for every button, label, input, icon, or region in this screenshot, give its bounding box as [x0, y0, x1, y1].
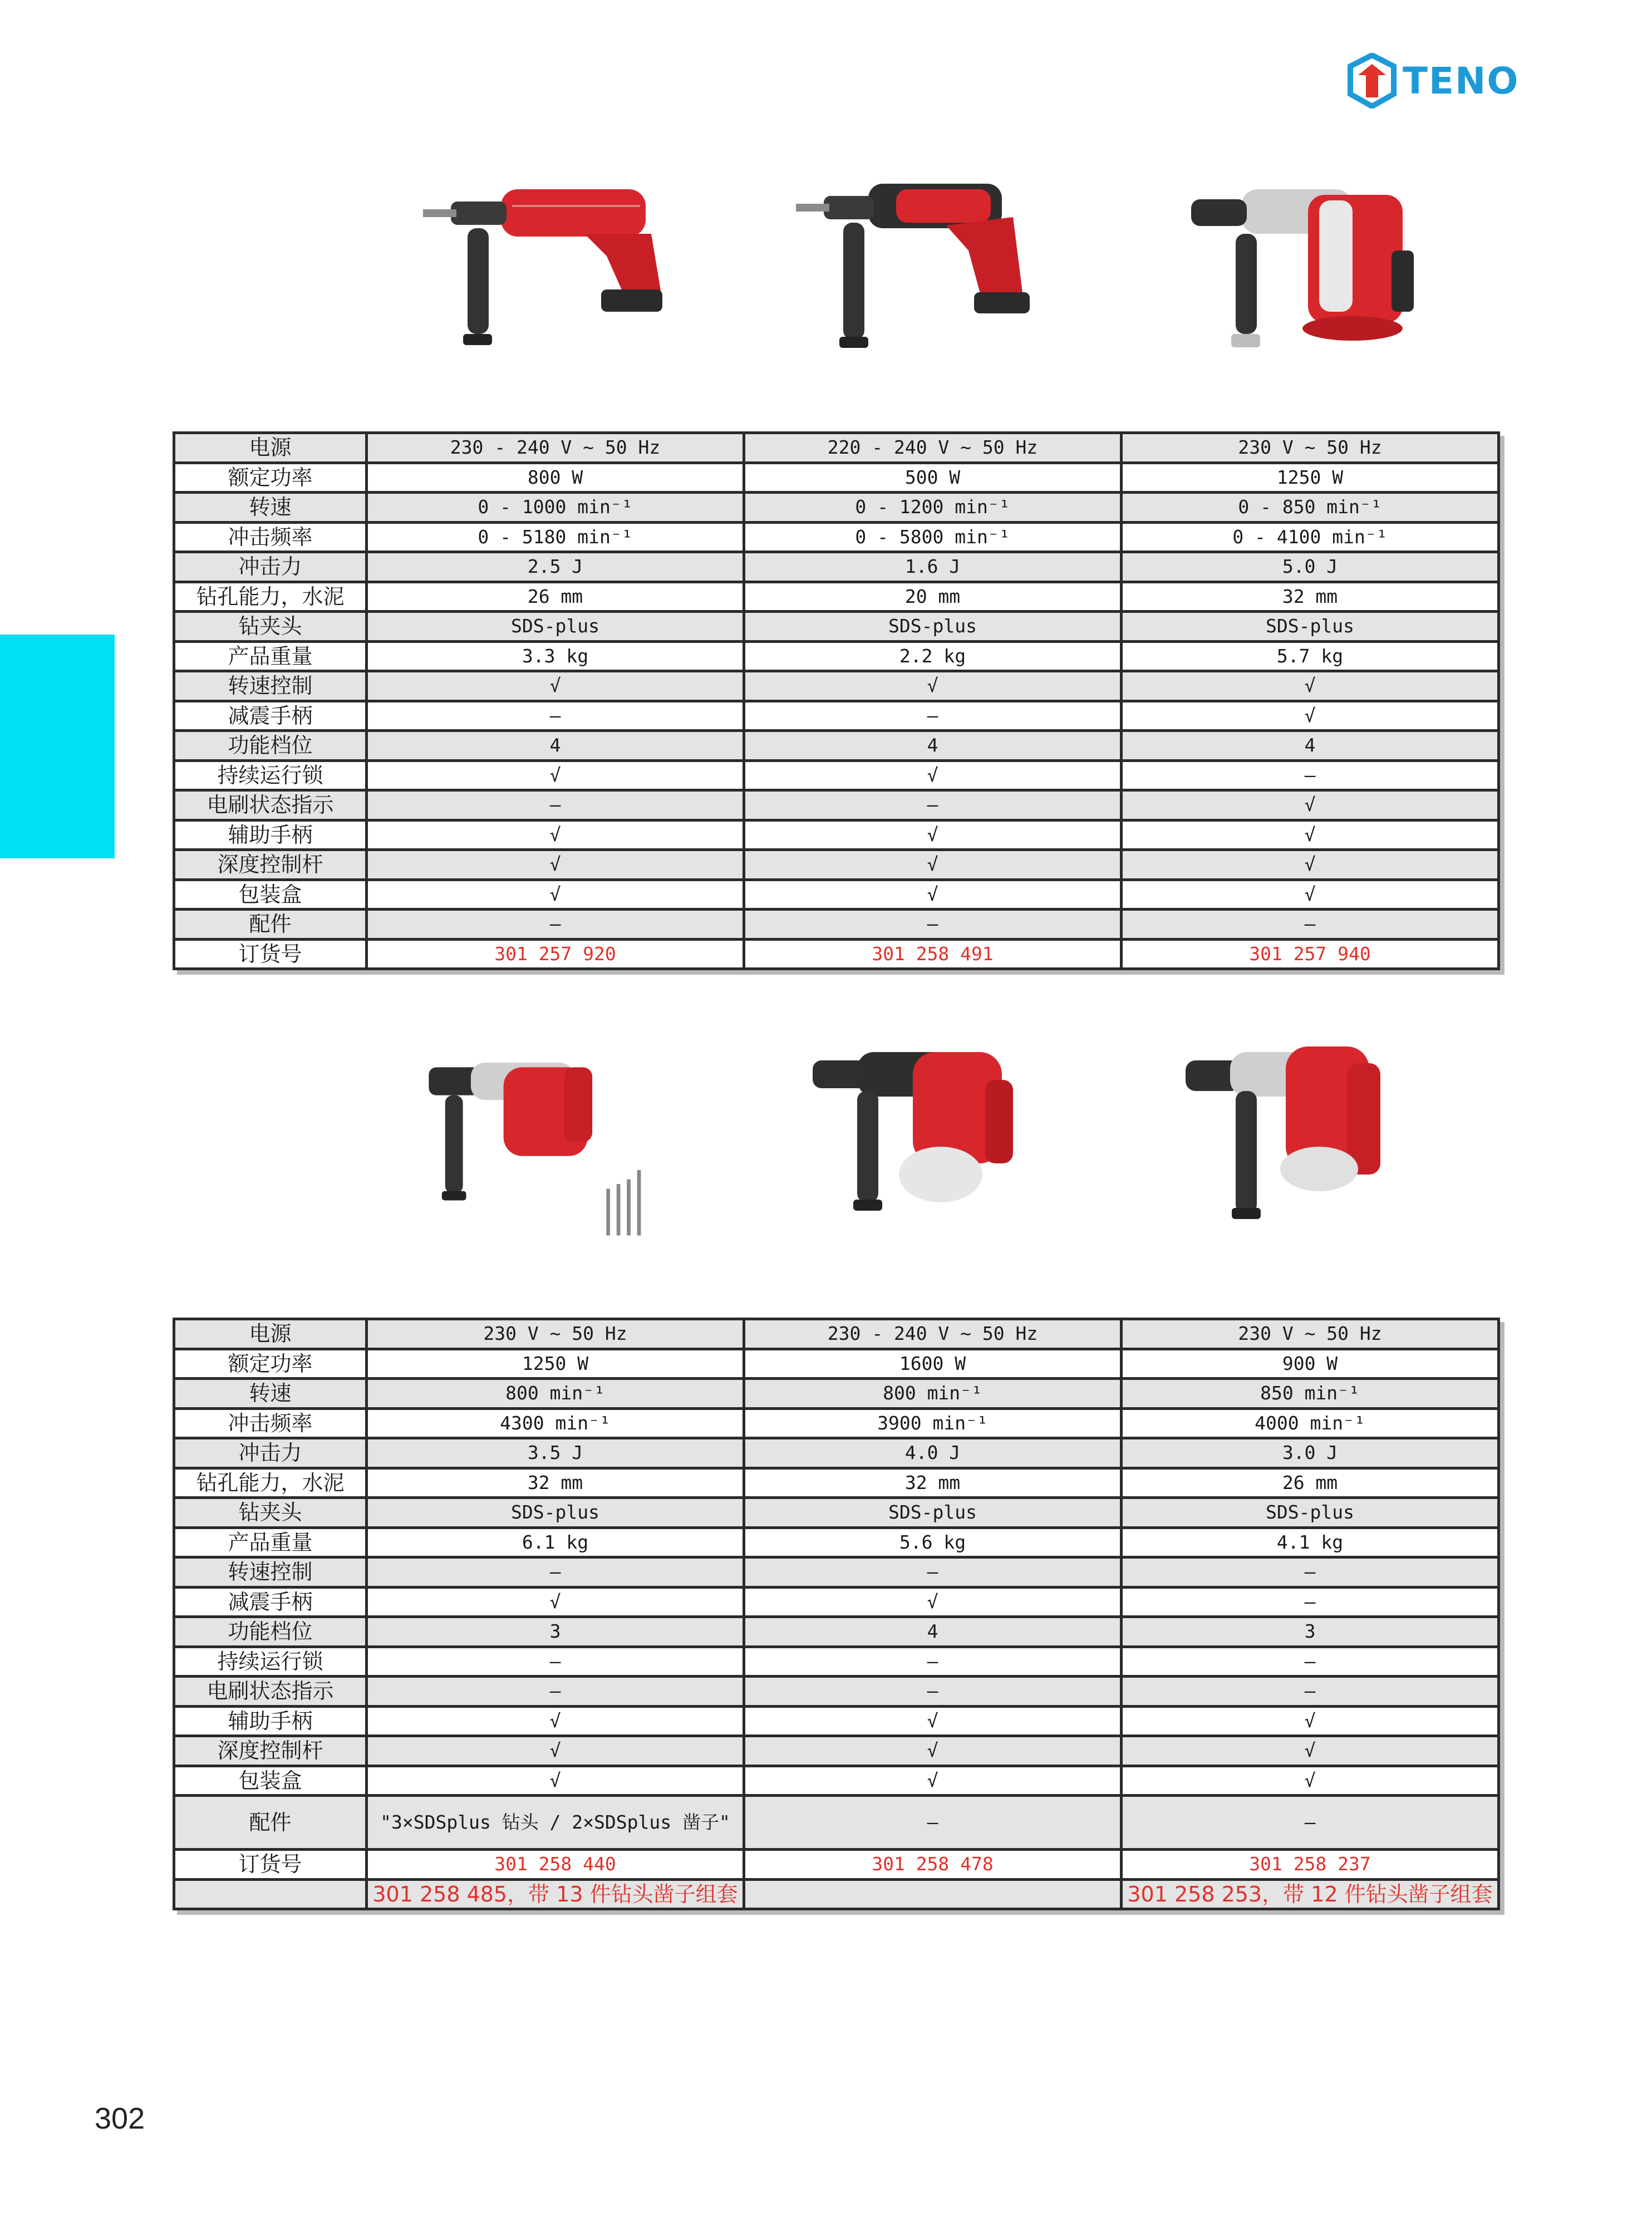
- row-label: 电源: [174, 433, 367, 463]
- row-label: 辅助手柄: [174, 1706, 367, 1736]
- table-row: [174, 1647, 1499, 1677]
- spec-cell: √: [744, 1706, 1122, 1736]
- spec-cell: —: [744, 1796, 1122, 1850]
- spec-cell: 3900 min⁻¹: [744, 1408, 1122, 1438]
- spec-cell: 4: [1122, 731, 1499, 761]
- page-number: 302: [95, 2102, 145, 2135]
- table-row: [174, 1677, 1499, 1707]
- section-tab: [0, 635, 115, 858]
- table-row: [174, 641, 1499, 671]
- rotary-hammer-drill-image: [802, 1030, 1063, 1264]
- spec-cell: —: [744, 1647, 1122, 1677]
- spec-cell: 1.6 J: [744, 552, 1122, 582]
- spec-cell: SDS-plus: [744, 612, 1122, 642]
- spec-cell: 2.2 kg: [744, 641, 1122, 671]
- spec-cell: SDS-plus: [367, 612, 744, 642]
- spec-cell: 1600 W: [744, 1349, 1122, 1379]
- row-label: 额定功率: [174, 463, 367, 493]
- table-row: [174, 671, 1499, 701]
- spec-cell: 0 - 1200 min⁻¹: [744, 493, 1122, 523]
- row-label: 配件: [174, 910, 367, 940]
- order-number: 301 258 478: [744, 1850, 1122, 1880]
- spec-cell: —: [367, 910, 744, 940]
- spec-cell: 230 - 240 V ~ 50 Hz: [744, 1319, 1122, 1349]
- spec-table-2: [173, 1318, 1500, 1910]
- spec-cell: SDS-plus: [1122, 1498, 1499, 1528]
- row-label: 持续运行锁: [174, 1647, 367, 1677]
- spec-cell: 4: [744, 731, 1122, 761]
- table-row: [174, 1879, 1499, 1909]
- spec-cell: —: [1122, 1647, 1499, 1677]
- row-label: 辅助手柄: [174, 820, 367, 850]
- table-row: [174, 1706, 1499, 1736]
- row-label: 电刷状态指示: [174, 1677, 367, 1707]
- table-row: [174, 850, 1499, 880]
- spec-cell: —: [744, 1557, 1122, 1588]
- row-label: 电源: [174, 1319, 367, 1349]
- spec-cell: 3: [1122, 1617, 1499, 1647]
- spec-cell: √: [744, 671, 1122, 701]
- spec-cell: √: [744, 1766, 1122, 1796]
- row-label: 电刷状态指示: [174, 790, 367, 820]
- spec-cell: √: [1122, 879, 1499, 910]
- spec-cell: 6.1 kg: [367, 1527, 744, 1557]
- spec-cell: SDS-plus: [744, 1498, 1122, 1528]
- spec-cell: 5.6 kg: [744, 1527, 1122, 1557]
- spec-cell: 800 W: [367, 463, 744, 493]
- spec-cell: —: [1122, 1587, 1499, 1617]
- spec-cell: 5.7 kg: [1122, 641, 1499, 671]
- table-row: [174, 1468, 1499, 1498]
- spec-cell: —: [1122, 1796, 1499, 1850]
- table-row: [174, 463, 1499, 493]
- spec-cell: √: [367, 671, 744, 701]
- spec-cell: 900 W: [1122, 1349, 1499, 1379]
- row-label: 转速: [174, 493, 367, 523]
- table-row: [174, 1796, 1499, 1850]
- rotary-hammer-drill-image: [790, 167, 1052, 401]
- spec-cell: √: [367, 879, 744, 910]
- table-row: [174, 1498, 1499, 1528]
- table-row: [174, 1617, 1499, 1647]
- spec-cell: √: [744, 1736, 1122, 1766]
- table-row: [174, 1766, 1499, 1796]
- spec-cell: 0 - 4100 min⁻¹: [1122, 522, 1499, 552]
- row-label: 订货号: [174, 1850, 367, 1880]
- spec-cell: —: [1122, 760, 1499, 790]
- order-number-set: [744, 1879, 1122, 1909]
- spec-cell: 230 V ~ 50 Hz: [367, 1319, 744, 1349]
- table-row: [174, 731, 1499, 761]
- spec-cell: "3×SDSplus 钻头 / 2×SDSplus 凿子": [367, 1796, 744, 1850]
- row-label: 减震手柄: [174, 1587, 367, 1617]
- spec-cell: 800 min⁻¹: [367, 1379, 744, 1409]
- spec-cell: √: [744, 1587, 1122, 1617]
- table-row: [174, 1557, 1499, 1588]
- order-number: 301 257 920: [367, 939, 744, 969]
- teno-logo-icon: [1347, 53, 1397, 109]
- table-row: [174, 1850, 1499, 1880]
- row-label: 持续运行锁: [174, 760, 367, 790]
- spec-cell: 4000 min⁻¹: [1122, 1408, 1499, 1438]
- row-label: 包装盒: [174, 879, 367, 910]
- table-row: [174, 582, 1499, 612]
- row-label: 产品重量: [174, 1527, 367, 1557]
- spec-cell: —: [744, 910, 1122, 940]
- spec-cell: √: [1122, 701, 1499, 731]
- spec-cell: √: [744, 760, 1122, 790]
- row-label: 减震手柄: [174, 701, 367, 731]
- spec-table-1-body: [174, 433, 1499, 969]
- spec-cell: —: [1122, 1677, 1499, 1707]
- table-row: [174, 910, 1499, 940]
- row-label: 订货号: [174, 939, 367, 969]
- spec-cell: SDS-plus: [1122, 612, 1499, 642]
- table-row: [174, 820, 1499, 850]
- table-row: [174, 1408, 1499, 1438]
- table-row: [174, 522, 1499, 552]
- spec-cell: —: [367, 790, 744, 820]
- spec-cell: √: [367, 820, 744, 850]
- spec-cell: √: [1122, 820, 1499, 850]
- order-number-set: 301 258 253，带 12 件钻头凿子组套: [1122, 1879, 1499, 1909]
- table-row: [174, 701, 1499, 731]
- row-label: 冲击力: [174, 552, 367, 582]
- row-label: 深度控制杆: [174, 850, 367, 880]
- row-label: 转速控制: [174, 1557, 367, 1588]
- spec-cell: √: [367, 1706, 744, 1736]
- spec-cell: 3.3 kg: [367, 641, 744, 671]
- spec-cell: 32 mm: [1122, 582, 1499, 612]
- rotary-hammer-drill-image: [1174, 1030, 1436, 1264]
- spec-cell: 500 W: [744, 463, 1122, 493]
- spec-cell: 4300 min⁻¹: [367, 1408, 744, 1438]
- row-label: 产品重量: [174, 641, 367, 671]
- spec-cell: —: [1122, 1557, 1499, 1588]
- spec-cell: 3.5 J: [367, 1438, 744, 1468]
- table-row: [174, 790, 1499, 820]
- spec-cell: 850 min⁻¹: [1122, 1379, 1499, 1409]
- spec-cell: —: [744, 1677, 1122, 1707]
- table-row: [174, 760, 1499, 790]
- row-label: 转速: [174, 1379, 367, 1409]
- table-row: [174, 1379, 1499, 1409]
- table-row: [174, 1587, 1499, 1617]
- spec-cell: √: [367, 760, 744, 790]
- table-row: [174, 939, 1499, 969]
- rotary-hammer-drill-image: [417, 167, 679, 401]
- row-label: 功能档位: [174, 1617, 367, 1647]
- row-label: 包装盒: [174, 1766, 367, 1796]
- spec-cell: 4.1 kg: [1122, 1527, 1499, 1557]
- table-row: [174, 493, 1499, 523]
- row-label: 钻夹头: [174, 612, 367, 642]
- spec-cell: 230 V ~ 50 Hz: [1122, 433, 1499, 463]
- table-row: [174, 879, 1499, 910]
- row-label: 深度控制杆: [174, 1736, 367, 1766]
- spec-cell: √: [367, 1587, 744, 1617]
- row-label: [174, 1879, 367, 1909]
- spec-cell: —: [367, 1677, 744, 1707]
- spec-cell: 0 - 5800 min⁻¹: [744, 522, 1122, 552]
- spec-cell: —: [744, 790, 1122, 820]
- spec-cell: 1250 W: [367, 1349, 744, 1379]
- table-row: [174, 1319, 1499, 1349]
- spec-cell: 0 - 5180 min⁻¹: [367, 522, 744, 552]
- spec-table-2-body: [174, 1319, 1499, 1909]
- spec-cell: 2.5 J: [367, 552, 744, 582]
- table-row: [174, 612, 1499, 642]
- order-number: 301 257 940: [1122, 939, 1499, 969]
- spec-table-1: [173, 431, 1500, 970]
- table-row: [174, 433, 1499, 463]
- table-row: [174, 1736, 1499, 1766]
- spec-cell: √: [1122, 790, 1499, 820]
- row-label: 冲击频率: [174, 1408, 367, 1438]
- spec-cell: 3.0 J: [1122, 1438, 1499, 1468]
- spec-cell: √: [744, 850, 1122, 880]
- spec-cell: —: [1122, 910, 1499, 940]
- row-label: 冲击频率: [174, 522, 367, 552]
- spec-cell: 3: [367, 1617, 744, 1647]
- spec-cell: 220 - 240 V ~ 50 Hz: [744, 433, 1122, 463]
- table-row: [174, 1438, 1499, 1468]
- order-number: 301 258 237: [1122, 1850, 1499, 1880]
- spec-cell: —: [367, 701, 744, 731]
- row-label: 功能档位: [174, 731, 367, 761]
- spec-cell: 20 mm: [744, 582, 1122, 612]
- spec-cell: √: [744, 879, 1122, 910]
- spec-cell: √: [1122, 1766, 1499, 1796]
- row-label: 转速控制: [174, 671, 367, 701]
- spec-cell: 26 mm: [1122, 1468, 1499, 1498]
- order-number: 301 258 491: [744, 939, 1122, 969]
- spec-cell: √: [367, 1736, 744, 1766]
- spec-cell: √: [1122, 850, 1499, 880]
- spec-cell: 800 min⁻¹: [744, 1379, 1122, 1409]
- spec-cell: 4.0 J: [744, 1438, 1122, 1468]
- table-row: [174, 552, 1499, 582]
- spec-cell: 32 mm: [367, 1468, 744, 1498]
- row-label: 额定功率: [174, 1349, 367, 1379]
- spec-cell: SDS-plus: [367, 1498, 744, 1528]
- row-label: 钻夹头: [174, 1498, 367, 1528]
- order-number: 301 258 440: [367, 1850, 744, 1880]
- spec-cell: √: [744, 820, 1122, 850]
- spec-cell: 0 - 850 min⁻¹: [1122, 493, 1499, 523]
- spec-cell: 32 mm: [744, 1468, 1122, 1498]
- spec-cell: —: [367, 1647, 744, 1677]
- spec-cell: √: [367, 850, 744, 880]
- spec-cell: —: [367, 1557, 744, 1588]
- brand-name: TENO: [1403, 59, 1520, 102]
- rotary-hammer-drill-image: [401, 1030, 662, 1264]
- spec-cell: —: [744, 701, 1122, 731]
- row-label: 钻孔能力，水泥: [174, 582, 367, 612]
- spec-cell: 0 - 1000 min⁻¹: [367, 493, 744, 523]
- spec-cell: √: [1122, 1736, 1499, 1766]
- order-number-set: 301 258 485，带 13 件钻头凿子组套: [367, 1879, 744, 1909]
- brand-logo: [1347, 53, 1519, 109]
- spec-cell: 230 V ~ 50 Hz: [1122, 1319, 1499, 1349]
- spec-cell: 4: [744, 1617, 1122, 1647]
- row-label: 配件: [174, 1796, 367, 1850]
- spec-cell: √: [1122, 1706, 1499, 1736]
- row-label: 钻孔能力，水泥: [174, 1468, 367, 1498]
- spec-cell: 230 - 240 V ~ 50 Hz: [367, 433, 744, 463]
- spec-cell: 5.0 J: [1122, 552, 1499, 582]
- spec-cell: 26 mm: [367, 582, 744, 612]
- spec-cell: 1250 W: [1122, 463, 1499, 493]
- table-row: [174, 1349, 1499, 1379]
- table-row: [174, 1527, 1499, 1557]
- row-label: 冲击力: [174, 1438, 367, 1468]
- rotary-hammer-drill-image: [1169, 167, 1430, 401]
- spec-cell: √: [367, 1766, 744, 1796]
- spec-cell: 4: [367, 731, 744, 761]
- spec-cell: √: [1122, 671, 1499, 701]
